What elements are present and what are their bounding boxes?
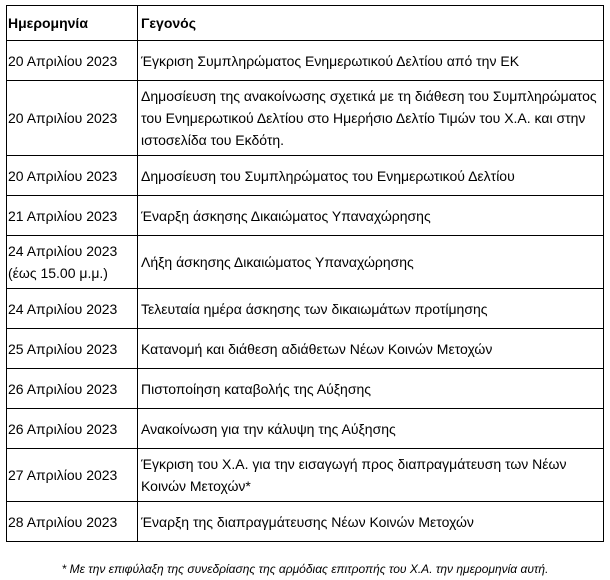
row-event: Ανακοίνωση για την κάλυψη της Αύξησης [138, 409, 604, 449]
row-date: 21 Απριλίου 2023 [7, 196, 138, 236]
header-event: Γεγονός [138, 6, 604, 41]
row-event: Τελευταία ημέρα άσκησης των δικαιωμάτων προτίμησης [138, 289, 604, 329]
row-date: 25 Απριλίου 2023 [7, 329, 138, 369]
table-row [7, 409, 604, 449]
table-row [7, 289, 604, 329]
timetable [6, 5, 604, 542]
row-event: Δημοσίευση της ανακοίνωσης σχετικά με τη διάθεση του Συμπληρώματος του Ενημερωτικού Δελτίου στο Ημερήσιο Δελτίο Τιμών του Χ.Α. και στην ιστοσελίδα του Εκδότη. [138, 81, 604, 156]
header-date: Ημερομηνία [7, 6, 138, 41]
row-event: Λήξη άσκησης Δικαιώματος Υπαναχώρησης [138, 236, 604, 289]
table-row [7, 41, 604, 81]
row-date: 24 Απριλίου 2023 (έως 15.00 μ.μ.) [7, 236, 138, 289]
row-event: Κατανομή και διάθεση αδιάθετων Νέων Κοινών Μετοχών [138, 329, 604, 369]
row-date: 27 Απριλίου 2023 [7, 449, 138, 502]
row-date: 20 Απριλίου 2023 [7, 156, 138, 196]
table-row [7, 196, 604, 236]
row-date: 20 Απριλίου 2023 [7, 41, 138, 81]
row-date: 26 Απριλίου 2023 [7, 369, 138, 409]
row-event: Έναρξη άσκησης Δικαιώματος Υπαναχώρησης [138, 196, 604, 236]
row-event: Έγκριση Συμπληρώματος Ενημερωτικού Δελτίου από την ΕΚ [138, 41, 604, 81]
table-row [7, 156, 604, 196]
row-date: 24 Απριλίου 2023 [7, 289, 138, 329]
table-row [7, 369, 604, 409]
table-row [7, 236, 604, 289]
row-event: Έγκριση του Χ.Α. για την εισαγωγή προς διαπραγμάτευση των Νέων Κοινών Μετοχών* [138, 449, 604, 502]
table-row [7, 81, 604, 156]
header-row [7, 6, 604, 41]
table-row [7, 449, 604, 502]
row-date: 28 Απριλίου 2023 [7, 502, 138, 542]
row-date: 26 Απριλίου 2023 [7, 409, 138, 449]
footnote: * Με την επιφύλαξη της συνεδρίασης της αρμόδιας επιτροπής του Χ.Α. την ημερομηνία αυτή. [61, 562, 549, 576]
row-event: Δημοσίευση του Συμπληρώματος του Ενημερωτικού Δελτίου [138, 156, 604, 196]
row-event: Πιστοποίηση καταβολής της Αύξησης [138, 369, 604, 409]
table-row [7, 329, 604, 369]
row-date: 20 Απριλίου 2023 [7, 81, 138, 156]
table-row [7, 502, 604, 542]
row-event: Έναρξη της διαπραγμάτευσης Νέων Κοινών Μετοχών [138, 502, 604, 542]
